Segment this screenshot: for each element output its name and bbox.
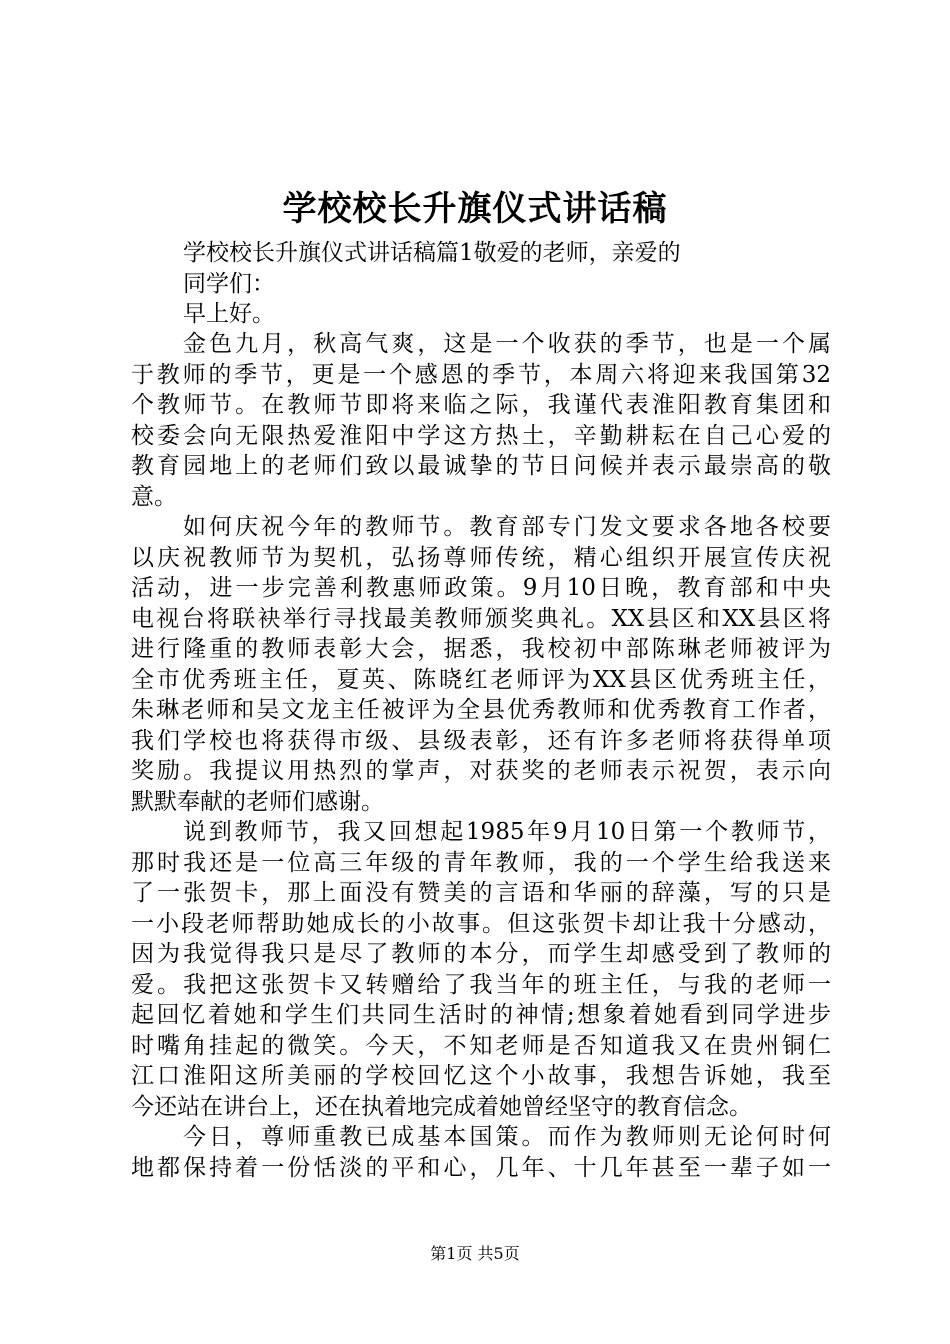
document-body [131, 329, 831, 1183]
body-line: 意。 [131, 483, 177, 510]
body-line: 那时我还是一位高三年级的青年教师，我的一个学生给我送来 [131, 849, 831, 876]
body-line: 今还站在讲台上，还在执着地完成着她曾经坚守的教育信念。 [131, 1093, 752, 1120]
body-line: 地都保持着一份恬淡的平和心，几年、十几年甚至一辈子如一 [131, 1154, 831, 1181]
opening-lines [183, 238, 783, 330]
body-line: 进行隆重的教师表彰大会，据悉，我校初中部陈琳老师被评为 [131, 636, 831, 662]
body-line: 朱琳老师和吴文龙主任被评为全县优秀教师和优秀教育工作者， [131, 697, 831, 723]
body-line: 于教师的季节，更是一个感恩的季节，本周六将迎来我国第32 [131, 361, 831, 388]
body-line: 说到教师节，我又回想起1985年9月10日第一个教师节， [183, 819, 831, 845]
body-line: 校委会向无限热爱淮阳中学这方热土，辛勤耕耘在自己心爱的 [131, 422, 831, 449]
body-line: 金色九月，秋高气爽，这是一个收获的季节，也是一个属 [183, 331, 831, 357]
body-line: 电视台将联袂举行寻找最美教师颁奖典礼。XX县区和XX县区将 [131, 605, 831, 632]
page-number: 第1页 共5页 [430, 1244, 520, 1263]
document-title: 学校校长升旗仪式讲话稿 [282, 189, 668, 229]
body-line: 全市优秀班主任，夏英、陈晓红老师评为XX县区优秀班主任， [131, 666, 831, 693]
body-line: 一小段老师帮助她成长的小故事。但这张贺卡却让我十分感动， [131, 910, 831, 937]
body-line: 如何庆祝今年的教师节。教育部专门发文要求各地各校要 [183, 514, 831, 540]
body-line: 活动，进一步完善利教惠师政策。9月10日晚，教育部和中央 [131, 575, 831, 601]
opening-line: 早上好。 [183, 301, 275, 327]
body-line: 默默奉献的老师们感谢。 [131, 788, 384, 815]
opening-line: 同学们： [183, 270, 275, 297]
body-line: 以庆祝教师节为契机，弘扬尊师传统，精心组织开展宣传庆祝 [131, 544, 831, 571]
body-line: 江口淮阳这所美丽的学校回忆这个小故事，我想告诉她，我至 [131, 1063, 831, 1089]
body-line: 个教师节。在教师节即将来临之际，我谨代表淮阳教育集团和 [131, 392, 831, 418]
body-line: 爱。我把这张贺卡又转赠给了我当年的班主任，与我的老师一 [131, 971, 831, 998]
body-line: 今日，尊师重教已成基本国策。而作为教师则无论何时何 [183, 1124, 831, 1150]
body-line: 了一张贺卡，那上面没有赞美的言语和华丽的辞藻，写的只是 [131, 880, 831, 906]
body-line: 奖励。我提议用热烈的掌声，对获奖的老师表示祝贺，表示向 [131, 758, 831, 784]
body-line: 教育园地上的老师们致以最诚挚的节日问候并表示最崇高的敬 [131, 453, 831, 479]
opening-line: 学校校长升旗仪式讲话稿篇1敬爱的老师，亲爱的 [183, 240, 681, 266]
body-line: 因为我觉得我只是尽了教师的本分，而学生却感受到了教师的 [131, 941, 831, 967]
body-line: 时嘴角挂起的微笑。今天，不知老师是否知道我又在贵州铜仁 [131, 1032, 831, 1059]
body-line: 起回忆着她和学生们共同生活时的神情;想象着她看到同学进步 [131, 1002, 831, 1028]
body-line: 我们学校也将获得市级、县级表彰，还有许多老师将获得单项 [131, 727, 831, 754]
